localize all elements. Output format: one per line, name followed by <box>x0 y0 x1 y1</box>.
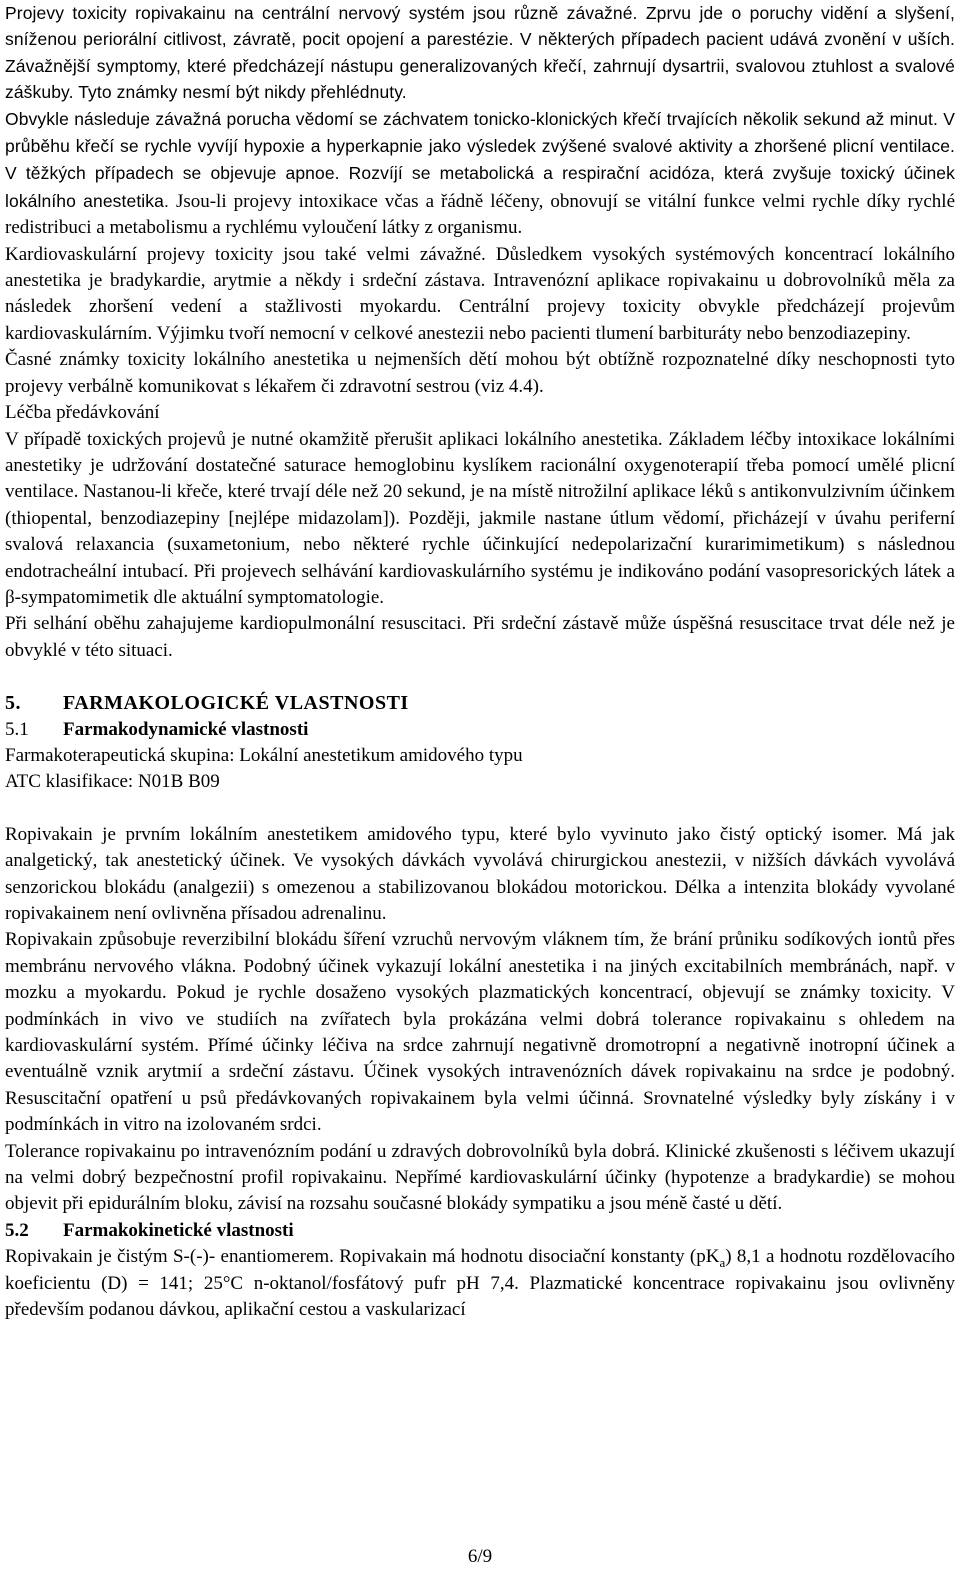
paragraph-mechanism: Ropivakain způsobuje reverzibilní blokádu šíření vzruchů nervovým vláknem tím, že brání průniku sodíkových iontů přes membránu nervového vlákna. Podobný účinek vykazují lokální anestetika i na jiných excitabilních membránách, např. v mozku a myokardu. Pokud je rychle dosaženo vysokých plazmatických koncentrací, objevují se známky toxicity. V podmínkách in vivo ve studiích na zvířatech byla prokázána velmi dobrá tolerance ropivakainu s ohledem na kardiovaskulární systém. Přímé účinky léčiva na srdce zahrnují negativně dromotropní a negativně inotropní účinek a eventuálně vznik arytmií a srdeční zástavu. Účinek vysokých intravenózních dávek ropivakainu na srdce je podobný. Resuscitační opatření u psů předávkovaných ropivakainem byla velmi účinná. Srovnatelné výsledky byly získány i v podmínkách in vitro na izolovaném srdci. <box>5 929 955 1136</box>
section-heading-5-1 <box>5 717 955 743</box>
section-title: FARMAKOLOGICKÉ VLASTNOSTI <box>63 692 409 715</box>
paragraph-overdose-treatment: V případě toxických projevů je nutné okamžitě přerušit aplikaci lokálního anestetika. Základem léčby intoxikace lokálními anestetiky je udržování dostatečné saturace hemoglobinu kyslíkem racionální oxygenoterapií třeba pomocí umělé plicní ventilace. Nastanou-li křeče, které trvají déle než 20 sekund, je na místě nitrožilní aplikace léků s antikonvulzivním účinkem (thiopental, benzodiazepiny [nejlépe midazolam]). Později, jakmile nastane útlum vědomí, přicházejí v úvahu periferní svalová relaxancia (suxametonium, nebo některé rychle účinkující nedepolarizační kurarimimetikum) s následnou endotracheální intubací. Při projevech selhávání kardiovaskulárního systému je indikováno podání vasopresorických látek a β-sympatomimetik dle aktuální symptomatologie. <box>5 428 955 608</box>
paragraph-cardiovascular-toxicity: Kardiovaskulární projevy toxicity jsou také velmi závažné. Důsledkem vysokých systémových koncentrací lokálního anestetika je bradykardie, arytmie a někdy i srdeční zástava. Intravenózní aplikace ropivakainu u dobrovolníků měla za následek zhoršení vedení a stažlivosti myokardu. Centrální projevy toxicity obvykle předcházejí projevům kardiovaskulárním. Výjimku tvoří nemocní v celkové anestezii nebo pacienti tlumení barbituráty nebo benzodiazepiny. <box>5 243 955 344</box>
paragraph-seizures-serif <box>5 106 955 242</box>
section-heading-5 <box>5 690 955 716</box>
pk-text-start: Ropivakain je čistým S-(-)- enantiomerem. Ropivakain má hodnotu disociační konstanty (pK <box>5 1246 720 1268</box>
section-number: 5.2 <box>5 1219 29 1241</box>
paragraph-ropivacaine-intro: Ropivakain je prvním lokálním anestetikem amidového typu, které bylo vyvinuto jako čistý optický isomer. Má jak analgetický, tak anestetický účinek. Ve vysokých dávkách vyvolává chirurgickou anestezii, v nižších dávkách vyvolává senzorickou blokádu (analgezii) s omezenou a stabilizovanou blokádou motorickou. Délka a intenzita blokády vyvolané ropivakainem není ovlivněna přísadou adrenalinu. <box>5 823 955 924</box>
pharmacotherapeutic-group: Farmakoterapeutická skupina: Lokální anestetikum amidového typu <box>5 744 523 766</box>
section-heading-5-2 <box>5 1218 955 1244</box>
section-title: Farmakodynamické vlastnosti <box>63 718 309 740</box>
section-number: 5.1 <box>5 718 29 740</box>
document-page <box>5 0 955 1324</box>
spacer <box>5 796 955 822</box>
atc-classification: ATC klasifikace: N01B B09 <box>5 771 220 793</box>
section-number: 5. <box>5 692 21 715</box>
paragraph-cns-toxicity: Projevy toxicity ropivakainu na centrální nervový systém jsou různě závažné. Zprvu jde o poruchy vidění a slyšení, sníženou periorální citlivost, závratě, pocit opojení a parestézie. V některých případech pacient udává zvonění v uších. Závažnější symptomy, které předcházejí nástupu generalizovaných křečí, zahrnují dysartrii, svalovou ztuhlost a svalové záškuby. Tyto známky nesmí být nikdy přehlédnuty. <box>5 3 955 103</box>
paragraph-resuscitation: Při selhání oběhu zahajujeme kardiopulmonální resuscitaci. Při srdeční zástavě může úspěšná resuscitace trvat déle než je obvyklé v této situaci. <box>5 613 955 661</box>
paragraph-children-signs: Časné známky toxicity lokálního anestetika u nejmenších dětí mohou být obtížně rozpoznatelné díky neschopnosti tyto projevy verbálně komunikovat s lékařem či zdravotní sestrou (viz 4.4). <box>5 349 955 397</box>
paragraph-pharmacokinetics <box>5 1244 955 1323</box>
subheading-overdose-treatment: Léčba předávkování <box>5 402 160 424</box>
paragraph-recovery-text: Jsou-li projevy intoxikace včas a řádně léčeny, obnovují se vitální funkce velmi rychle díky rychlé redistribuci a metabolismu a rychlému vyloučení látky z organismu. <box>5 190 956 239</box>
spacer <box>5 664 955 690</box>
section-title: Farmakokinetické vlastnosti <box>63 1219 294 1241</box>
pk-text-end: ) 8,1 a hodnotu rozdělovacího koeficientu (D) = 141; 25°C n-oktanol/fosfátový pufr pH 7,4. Plazmatické koncentrace ropivakainu jsou ovlivněny především podanou dávkou, aplikační cestou a vaskularizací <box>5 1246 956 1321</box>
page-number: 6/9 <box>467 1546 493 1567</box>
paragraph-tolerance: Tolerance ropivakainu po intravenózním podání u zdravých dobrovolníků byla dobrá. Klinické zkušenosti s léčivem ukazují na velmi dobrý bezpečnostní profil ropivakainu. Nepřímé kardiovaskulární účinky (hypotenze a bradykardie) se mohou objevit při epidurálním bloku, závisí na rozsahu současné blokády sympatiku a jsou méně časté u dětí. <box>5 1140 955 1215</box>
paragraph-seizures-text: Obvykle následuje závažná porucha vědomí se záchvatem tonicko-klonických křečí trvajících několik sekund až minut. V průběhu křečí se rychle vyvíjí hypoxie a hyperkapnie jako výsledek zvýšené svalové aktivity a zhoršené plicní ventilace. V těžkých případech se objevuje apnoe. Rozvíjí se metabolická a respirační acidóza, která zvyšuje toxický účinek lokálního anestetika. <box>5 108 955 211</box>
pka-subscript: a <box>719 1255 726 1271</box>
